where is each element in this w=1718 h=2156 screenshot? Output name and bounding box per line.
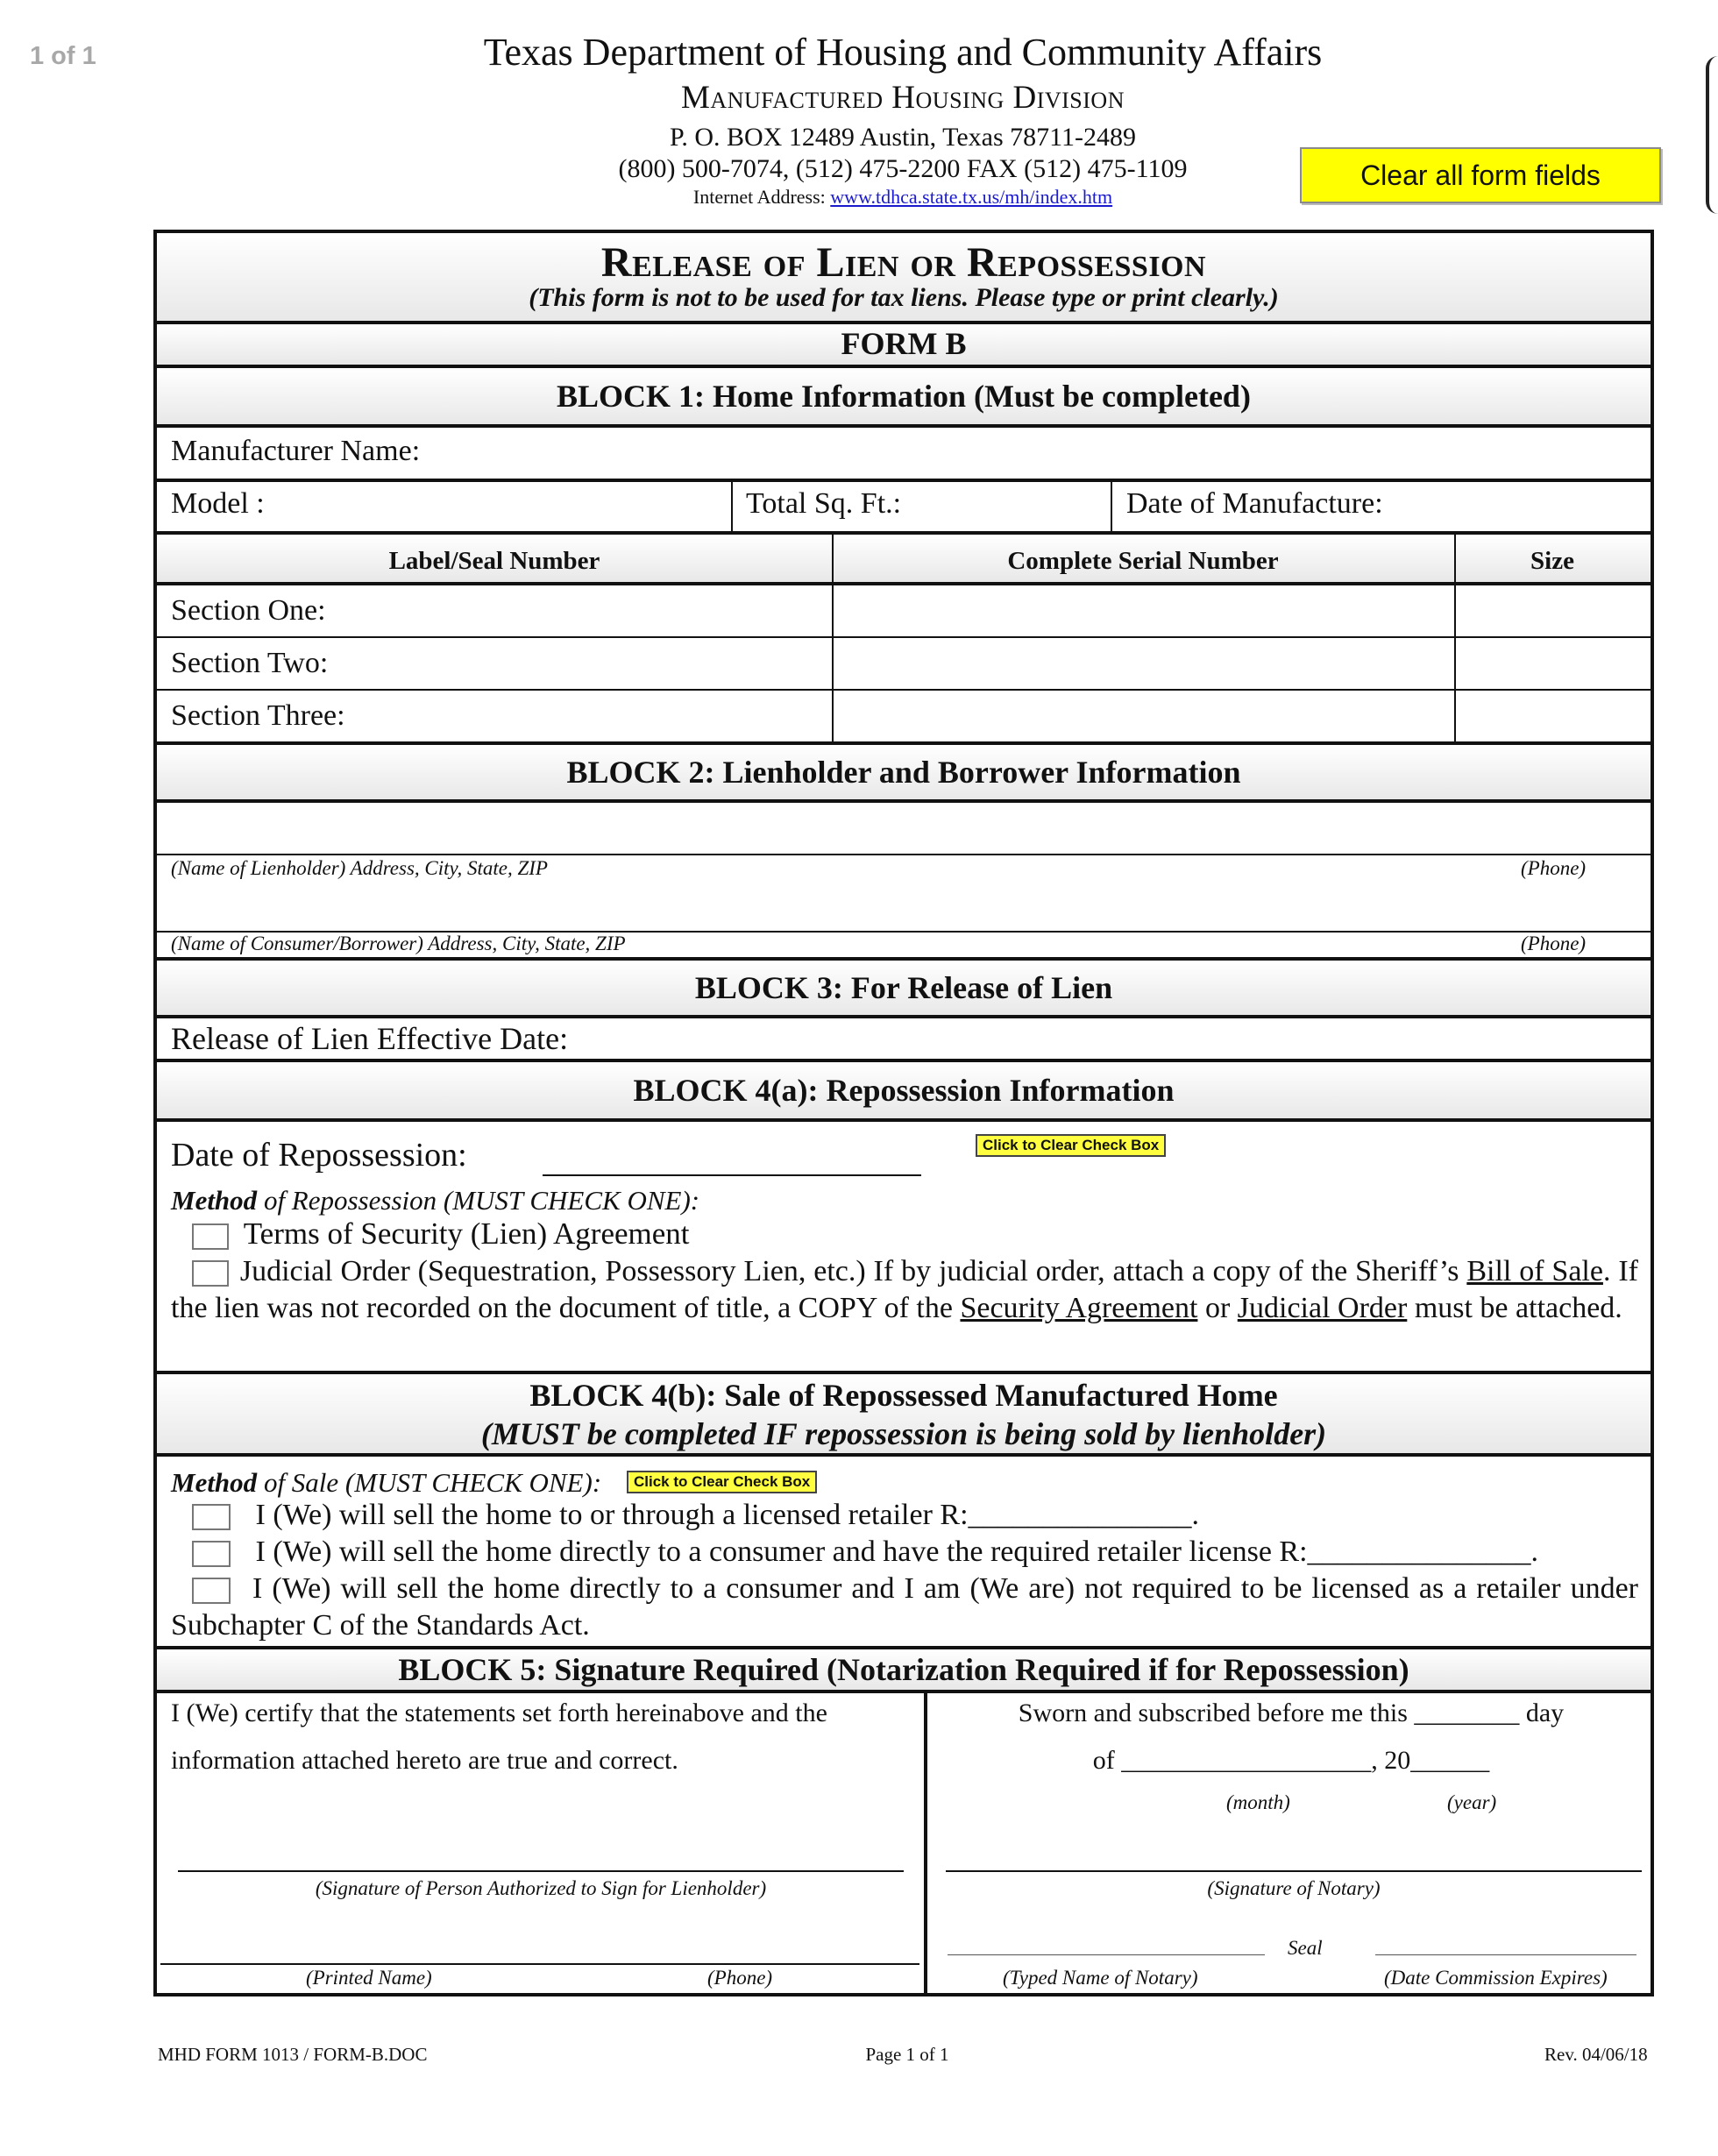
section-one-label: Section One: (171, 594, 326, 627)
notary-signature-field[interactable] (946, 1833, 1642, 1872)
block4b-title: BLOCK 4(b): Sale of Repossessed Manufactured Home (529, 1378, 1278, 1413)
divider (1454, 585, 1456, 636)
borrower-field[interactable] (164, 885, 1643, 927)
divider (832, 638, 834, 689)
lienholder-field-row (157, 803, 1651, 855)
option-label: . If the lien was not recorded on the document of title, a COPY of the (171, 1255, 1638, 1324)
section-three-label: Section Three: (171, 699, 345, 732)
section-two-label-seal-field[interactable] (367, 642, 823, 685)
form-frame (153, 230, 1654, 1996)
sworn-line-1: Sworn and subscribed before me this ________ day (1018, 1699, 1565, 1727)
manufacturer-row (157, 428, 1651, 482)
table-row (157, 638, 1651, 691)
phone-caption: (Phone) (707, 1967, 773, 1989)
certify-line-1: I (We) certify that the statements set forth hereinabove and the (171, 1699, 827, 1727)
model-field[interactable] (271, 486, 727, 528)
form-id: FORM B (841, 326, 967, 361)
model-row (157, 482, 1651, 535)
sworn-line-2: of ___________________, 20______ (1092, 1746, 1490, 1775)
form-title-row (157, 233, 1651, 324)
terms-of-security-checkbox[interactable] (192, 1223, 229, 1250)
option-label: must be attached. (1407, 1292, 1622, 1324)
lienholder-field[interactable] (164, 806, 1643, 850)
lienholder-phone-caption: (Phone) (1521, 857, 1587, 879)
footer-page-number: Page 1 of 1 (865, 2044, 949, 2065)
internet-label: Internet Address: (692, 186, 826, 208)
column-header-size: Size (1530, 547, 1574, 575)
column-header-label-seal: Label/Seal Number (388, 547, 600, 575)
borrower-field-row (157, 855, 1651, 933)
option-label: I (We) will sell the home directly to a consumer and have the required retailer license R:_______________. (255, 1535, 1539, 1568)
section-one-serial-field[interactable] (837, 589, 1449, 633)
seal-label: Seal (1288, 1937, 1323, 1959)
agency-phones: (800) 500-7074, (512) 475-2200 FAX (512) 475-1109 (618, 154, 1188, 183)
month-caption: (month) (1226, 1791, 1290, 1813)
serial-table-header (157, 535, 1651, 585)
borrower-caption-row (157, 933, 1651, 961)
printed-name-caption: (Printed Name) (306, 1967, 432, 1989)
block4a-body (157, 1122, 1651, 1374)
block5-body (157, 1693, 1651, 1993)
repossession-method-label (171, 1185, 699, 1216)
licensed-retailer-checkbox[interactable] (192, 1504, 231, 1530)
bill-of-sale-text: Bill of Sale (1466, 1255, 1603, 1287)
block2-title: BLOCK 2: Lienholder and Borrower Information (566, 755, 1241, 790)
block4a-title: BLOCK 4(a): Repossession Information (633, 1073, 1175, 1108)
clear-all-fields-button[interactable]: Clear all form fields (1300, 147, 1661, 203)
manufacturer-name-field[interactable] (437, 431, 1643, 475)
section-one-size-field[interactable] (1459, 589, 1645, 633)
division-name: Manufactured Housing Division (681, 80, 1125, 116)
judicial-order-text: Judicial Order (1237, 1292, 1408, 1324)
footer-revision: Rev. 04/06/18 (1544, 2044, 1648, 2065)
divider (731, 482, 733, 531)
agency-address: P. O. BOX 12489 Austin, Texas 78711-2489 (669, 123, 1137, 152)
section-three-label-seal-field[interactable] (367, 694, 823, 738)
internet-link[interactable]: www.tdhca.state.tx.us/mh/index.htm (830, 186, 1113, 208)
typed-notary-name-field[interactable] (948, 1918, 1265, 1955)
manufacturer-name-label: Manufacturer Name: (171, 435, 421, 467)
divider (832, 691, 834, 741)
option-label: or (1197, 1292, 1238, 1324)
total-sqft-label: Total Sq. Ft.: (746, 487, 902, 520)
option-label: Judicial Order (Sequestration, Possessory Lien, etc.) If by judicial order, attach a copy of the Sheriff’s (239, 1255, 1467, 1287)
block5-title: BLOCK 5: Signature Required (Notarization Required if for Repossession) (398, 1652, 1409, 1687)
total-sqft-field[interactable] (919, 486, 1104, 528)
block3-title: BLOCK 3: For Release of Lien (694, 970, 1113, 1005)
form-title: Release of Lien or Repossession (600, 239, 1207, 286)
lienholder-caption: (Name of Lienholder) Address, City, State, ZIP (171, 857, 548, 879)
option-label: I (We) will sell the home to or through a licensed retailer R:_______________. (255, 1499, 1200, 1531)
block4b-subtitle: (MUST be completed IF repossession is being sold by lienholder) (480, 1416, 1327, 1451)
option-label: I (We) will sell the home directly to a consumer and I am (We are) not required to be licensed as a retailer under Subchapter C of the Standards Act. (171, 1572, 1639, 1642)
typed-notary-caption: (Typed Name of Notary) (1003, 1967, 1198, 1989)
method-bold-text: Method (171, 1467, 258, 1498)
option-label: Terms of Security (Lien) Agreement (243, 1216, 690, 1251)
sale-option-3 (171, 1571, 1638, 1644)
divider (1454, 638, 1456, 689)
section-two-serial-field[interactable] (837, 642, 1449, 685)
borrower-phone-caption: (Phone) (1521, 933, 1587, 954)
repossession-option-2 (171, 1253, 1638, 1327)
page-count-indicator: 1 of 1 (30, 42, 96, 70)
method-bold-text: Method (171, 1185, 258, 1216)
agency-name: Texas Department of Housing and Community Affairs (483, 31, 1323, 74)
block5-header (157, 1649, 1651, 1693)
date-of-manufacture-field[interactable] (1402, 486, 1643, 528)
section-one-label-seal-field[interactable] (367, 589, 823, 633)
security-agreement-text: Security Agreement (960, 1292, 1198, 1324)
sale-method-label (171, 1467, 601, 1499)
release-effective-date-field[interactable] (613, 1020, 1643, 1057)
judicial-order-checkbox[interactable] (192, 1260, 229, 1287)
commission-caption: (Date Commission Expires) (1384, 1967, 1608, 1989)
release-effective-date-label: Release of Lien Effective Date: (171, 1021, 569, 1056)
section-three-serial-field[interactable] (837, 694, 1449, 738)
sale-option-2 (192, 1535, 1538, 1569)
printed-name-phone-field[interactable] (160, 1918, 919, 1965)
block4b-body (157, 1457, 1651, 1649)
form-subtitle: (This form is not to be used for tax liens. Please type or print clearly.) (529, 283, 1279, 312)
method-rest-text: of Sale (MUST CHECK ONE): (257, 1467, 602, 1498)
block1-title: BLOCK 1: Home Information (Must be completed) (557, 379, 1251, 414)
divider (924, 1693, 927, 1993)
block1-header (157, 368, 1651, 428)
model-label: Model : (171, 487, 265, 520)
block3-header (157, 961, 1651, 1018)
lienholder-signature-caption: (Signature of Person Authorized to Sign for Lienholder) (315, 1877, 767, 1899)
repossession-date-field[interactable] (543, 1134, 921, 1176)
block4a-header (157, 1062, 1651, 1122)
not-licensed-checkbox[interactable] (192, 1578, 231, 1604)
borrower-caption: (Name of Consumer/Borrower) Address, City, State, ZIP (171, 933, 626, 954)
table-row (157, 585, 1651, 638)
footer-form-number: MHD FORM 1013 / FORM-B.DOC (158, 2044, 428, 2065)
divider (832, 585, 834, 636)
divider (1454, 691, 1456, 741)
section-three-size-field[interactable] (1459, 694, 1645, 738)
method-rest-text: of Repossession (MUST CHECK ONE): (257, 1185, 700, 1216)
certify-line-2: information attached hereto are true and correct. (171, 1746, 678, 1775)
clear-checkbox-button[interactable]: Click to Clear Check Box (976, 1134, 1166, 1157)
year-caption: (year) (1447, 1791, 1497, 1813)
retailer-license-checkbox[interactable] (192, 1541, 231, 1567)
notary-signature-caption: (Signature of Notary) (1207, 1877, 1381, 1899)
repossession-option-1 (192, 1216, 690, 1252)
section-two-label: Section Two: (171, 647, 329, 679)
date-of-manufacture-label: Date of Manufacture: (1126, 487, 1383, 520)
block2-header (157, 745, 1651, 803)
table-row (157, 691, 1651, 745)
release-date-row (157, 1018, 1651, 1062)
block4b-header (157, 1374, 1651, 1457)
repossession-date-label: Date of Repossession: (171, 1137, 467, 1174)
divider (1111, 482, 1112, 531)
sale-option-1 (192, 1499, 1199, 1532)
section-two-size-field[interactable] (1459, 642, 1645, 685)
form-id-row (157, 324, 1651, 368)
clear-checkbox-button[interactable]: Click to Clear Check Box (627, 1471, 817, 1493)
commission-expires-field[interactable] (1375, 1918, 1636, 1955)
lienholder-signature-field[interactable] (178, 1833, 904, 1872)
column-header-serial: Complete Serial Number (1007, 547, 1279, 575)
